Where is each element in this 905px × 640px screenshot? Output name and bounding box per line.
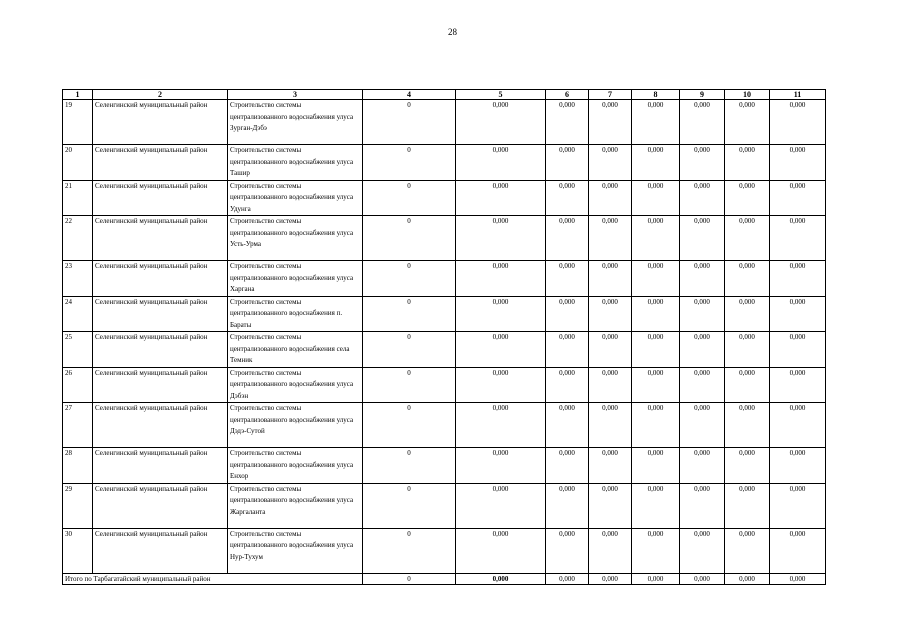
- value-cell-c7: 0,000: [589, 261, 632, 297]
- value-cell-c6: 0,000: [546, 483, 589, 528]
- district-cell: Селенгинский муниципальный район: [93, 216, 228, 261]
- value-cell-c7: 0,000: [589, 403, 632, 448]
- total-value-c5: 0,000: [456, 573, 546, 584]
- value-cell-c5: 0,000: [456, 332, 546, 368]
- value-cell-c11: 0,000: [770, 403, 826, 448]
- value-cell-c4: 0: [363, 403, 456, 448]
- row-number: 29: [63, 483, 93, 528]
- value-cell-c8: 0,000: [632, 448, 680, 484]
- total-value-c11: 0,000: [770, 573, 826, 584]
- project-cell: Строительство системы централизованного водоснабжения улуса Дэдэ-Сутой: [228, 403, 363, 448]
- project-cell: Строительство системы централизованного водоснабжения улуса Ташир: [228, 145, 363, 181]
- value-cell-c8: 0,000: [632, 332, 680, 368]
- row-number: 30: [63, 528, 93, 573]
- column-header-8: 8: [632, 90, 680, 100]
- table-row: [63, 216, 826, 261]
- page-number: 28: [448, 27, 457, 37]
- value-cell-c9: 0,000: [680, 332, 725, 368]
- district-cell: Селенгинский муниципальный район: [93, 483, 228, 528]
- value-cell-c7: 0,000: [589, 145, 632, 181]
- project-cell: Строительство системы централизованного водоснабжения улуса Удунга: [228, 180, 363, 216]
- value-cell-c4: 0: [363, 145, 456, 181]
- value-cell-c9: 0,000: [680, 145, 725, 181]
- value-cell-c10: 0,000: [725, 367, 770, 403]
- value-cell-c11: 0,000: [770, 261, 826, 297]
- value-cell-c10: 0,000: [725, 483, 770, 528]
- value-cell-c7: 0,000: [589, 180, 632, 216]
- value-cell-c6: 0,000: [546, 100, 589, 145]
- row-number: 27: [63, 403, 93, 448]
- project-cell: Строительство системы централизованного водоснабжения улуса Харгана: [228, 261, 363, 297]
- value-cell-c10: 0,000: [725, 448, 770, 484]
- total-value-c9: 0,000: [680, 573, 725, 584]
- value-cell-c10: 0,000: [725, 332, 770, 368]
- district-cell: Селенгинский муниципальный район: [93, 332, 228, 368]
- value-cell-c6: 0,000: [546, 180, 589, 216]
- value-cell-c9: 0,000: [680, 483, 725, 528]
- value-cell-c6: 0,000: [546, 367, 589, 403]
- value-cell-c6: 0,000: [546, 332, 589, 368]
- value-cell-c11: 0,000: [770, 448, 826, 484]
- value-cell-c5: 0,000: [456, 261, 546, 297]
- project-cell: Строительство системы централизованного водоснабжения п. Бараты: [228, 296, 363, 332]
- value-cell-c4: 0: [363, 216, 456, 261]
- value-cell-c9: 0,000: [680, 261, 725, 297]
- column-header-2: 2: [93, 90, 228, 100]
- column-header-10: 10: [725, 90, 770, 100]
- row-number: 26: [63, 367, 93, 403]
- value-cell-c11: 0,000: [770, 367, 826, 403]
- table-row: [63, 296, 826, 332]
- row-number: 28: [63, 448, 93, 484]
- header-row: [63, 90, 826, 100]
- district-cell: Селенгинский муниципальный район: [93, 145, 228, 181]
- value-cell-c10: 0,000: [725, 296, 770, 332]
- total-value-c6: 0,000: [546, 573, 589, 584]
- value-cell-c7: 0,000: [589, 367, 632, 403]
- value-cell-c5: 0,000: [456, 216, 546, 261]
- value-cell-c8: 0,000: [632, 403, 680, 448]
- value-cell-c10: 0,000: [725, 145, 770, 181]
- column-header-7: 7: [589, 90, 632, 100]
- value-cell-c5: 0,000: [456, 296, 546, 332]
- district-cell: Селенгинский муниципальный район: [93, 367, 228, 403]
- column-header-1: 1: [63, 90, 93, 100]
- column-header-4: 4: [363, 90, 456, 100]
- value-cell-c10: 0,000: [725, 100, 770, 145]
- project-cell: Строительство системы централизованного водоснабжения улуса Жаргаланта: [228, 483, 363, 528]
- value-cell-c11: 0,000: [770, 296, 826, 332]
- value-cell-c8: 0,000: [632, 145, 680, 181]
- row-number: 23: [63, 261, 93, 297]
- project-cell: Строительство системы централизованного водоснабжения улуса Зурган-Дэбэ: [228, 100, 363, 145]
- value-cell-c4: 0: [363, 296, 456, 332]
- project-cell: Строительство системы централизованного водоснабжения улуса Нур-Тухум: [228, 528, 363, 573]
- district-cell: Селенгинский муниципальный район: [93, 403, 228, 448]
- district-cell: Селенгинский муниципальный район: [93, 100, 228, 145]
- value-cell-c9: 0,000: [680, 403, 725, 448]
- value-cell-c7: 0,000: [589, 100, 632, 145]
- value-cell-c8: 0,000: [632, 216, 680, 261]
- table-row: [63, 367, 826, 403]
- value-cell-c8: 0,000: [632, 180, 680, 216]
- total-row: [63, 573, 826, 584]
- value-cell-c9: 0,000: [680, 367, 725, 403]
- value-cell-c11: 0,000: [770, 528, 826, 573]
- value-cell-c5: 0,000: [456, 145, 546, 181]
- table-header: [63, 90, 826, 100]
- column-header-6: 6: [546, 90, 589, 100]
- total-value-c10: 0,000: [725, 573, 770, 584]
- value-cell-c6: 0,000: [546, 528, 589, 573]
- district-cell: Селенгинский муниципальный район: [93, 448, 228, 484]
- value-cell-c6: 0,000: [546, 448, 589, 484]
- column-header-9: 9: [680, 90, 725, 100]
- value-cell-c8: 0,000: [632, 367, 680, 403]
- value-cell-c8: 0,000: [632, 483, 680, 528]
- value-cell-c10: 0,000: [725, 403, 770, 448]
- value-cell-c5: 0,000: [456, 528, 546, 573]
- value-cell-c6: 0,000: [546, 261, 589, 297]
- value-cell-c9: 0,000: [680, 180, 725, 216]
- row-number: 20: [63, 145, 93, 181]
- value-cell-c4: 0: [363, 261, 456, 297]
- value-cell-c5: 0,000: [456, 100, 546, 145]
- table-row: [63, 332, 826, 368]
- value-cell-c6: 0,000: [546, 145, 589, 181]
- value-cell-c8: 0,000: [632, 528, 680, 573]
- value-cell-c9: 0,000: [680, 100, 725, 145]
- value-cell-c4: 0: [363, 528, 456, 573]
- project-cell: Строительство системы централизованного водоснабжения улуса Усть-Урма: [228, 216, 363, 261]
- value-cell-c7: 0,000: [589, 528, 632, 573]
- value-cell-c7: 0,000: [589, 448, 632, 484]
- value-cell-c10: 0,000: [725, 528, 770, 573]
- value-cell-c11: 0,000: [770, 216, 826, 261]
- table-row: [63, 528, 826, 573]
- value-cell-c5: 0,000: [456, 403, 546, 448]
- district-cell: Селенгинский муниципальный район: [93, 296, 228, 332]
- row-number: 24: [63, 296, 93, 332]
- table-row: [63, 145, 826, 181]
- project-cell: Строительство системы централизованного водоснабжения села Темник: [228, 332, 363, 368]
- district-cell: Селенгинский муниципальный район: [93, 261, 228, 297]
- value-cell-c9: 0,000: [680, 296, 725, 332]
- value-cell-c8: 0,000: [632, 100, 680, 145]
- table-row: [63, 483, 826, 528]
- column-header-3: 3: [228, 90, 363, 100]
- value-cell-c9: 0,000: [680, 528, 725, 573]
- data-table: [62, 89, 826, 585]
- row-number: 25: [63, 332, 93, 368]
- value-cell-c10: 0,000: [725, 180, 770, 216]
- total-value-c7: 0,000: [589, 573, 632, 584]
- value-cell-c11: 0,000: [770, 180, 826, 216]
- value-cell-c6: 0,000: [546, 296, 589, 332]
- value-cell-c10: 0,000: [725, 216, 770, 261]
- table-row: [63, 403, 826, 448]
- table-row: [63, 261, 826, 297]
- project-cell: Строительство системы централизованного водоснабжения улуса Енхор: [228, 448, 363, 484]
- value-cell-c5: 0,000: [456, 448, 546, 484]
- value-cell-c7: 0,000: [589, 296, 632, 332]
- value-cell-c6: 0,000: [546, 403, 589, 448]
- total-value-c8: 0,000: [632, 573, 680, 584]
- project-cell: Строительство системы централизованного водоснабжения улуса Дэбэн: [228, 367, 363, 403]
- value-cell-c5: 0,000: [456, 483, 546, 528]
- value-cell-c4: 0: [363, 483, 456, 528]
- value-cell-c7: 0,000: [589, 332, 632, 368]
- value-cell-c7: 0,000: [589, 483, 632, 528]
- row-number: 19: [63, 100, 93, 145]
- district-cell: Селенгинский муниципальный район: [93, 528, 228, 573]
- value-cell-c11: 0,000: [770, 332, 826, 368]
- value-cell-c6: 0,000: [546, 216, 589, 261]
- total-label: Итого по Тарбагатайский муниципальный район: [63, 573, 363, 584]
- value-cell-c11: 0,000: [770, 100, 826, 145]
- table-row: [63, 180, 826, 216]
- value-cell-c10: 0,000: [725, 261, 770, 297]
- total-value-c4: 0: [363, 573, 456, 584]
- table-row: [63, 448, 826, 484]
- value-cell-c4: 0: [363, 332, 456, 368]
- value-cell-c11: 0,000: [770, 145, 826, 181]
- value-cell-c9: 0,000: [680, 216, 725, 261]
- value-cell-c4: 0: [363, 180, 456, 216]
- table-row: [63, 100, 826, 145]
- value-cell-c4: 0: [363, 448, 456, 484]
- value-cell-c8: 0,000: [632, 261, 680, 297]
- value-cell-c5: 0,000: [456, 180, 546, 216]
- row-number: 21: [63, 180, 93, 216]
- row-number: 22: [63, 216, 93, 261]
- value-cell-c11: 0,000: [770, 483, 826, 528]
- column-header-5: 5: [456, 90, 546, 100]
- value-cell-c5: 0,000: [456, 367, 546, 403]
- value-cell-c8: 0,000: [632, 296, 680, 332]
- column-header-11: 11: [770, 90, 826, 100]
- table-body: [63, 100, 826, 585]
- district-cell: Селенгинский муниципальный район: [93, 180, 228, 216]
- value-cell-c7: 0,000: [589, 216, 632, 261]
- value-cell-c4: 0: [363, 367, 456, 403]
- value-cell-c4: 0: [363, 100, 456, 145]
- value-cell-c9: 0,000: [680, 448, 725, 484]
